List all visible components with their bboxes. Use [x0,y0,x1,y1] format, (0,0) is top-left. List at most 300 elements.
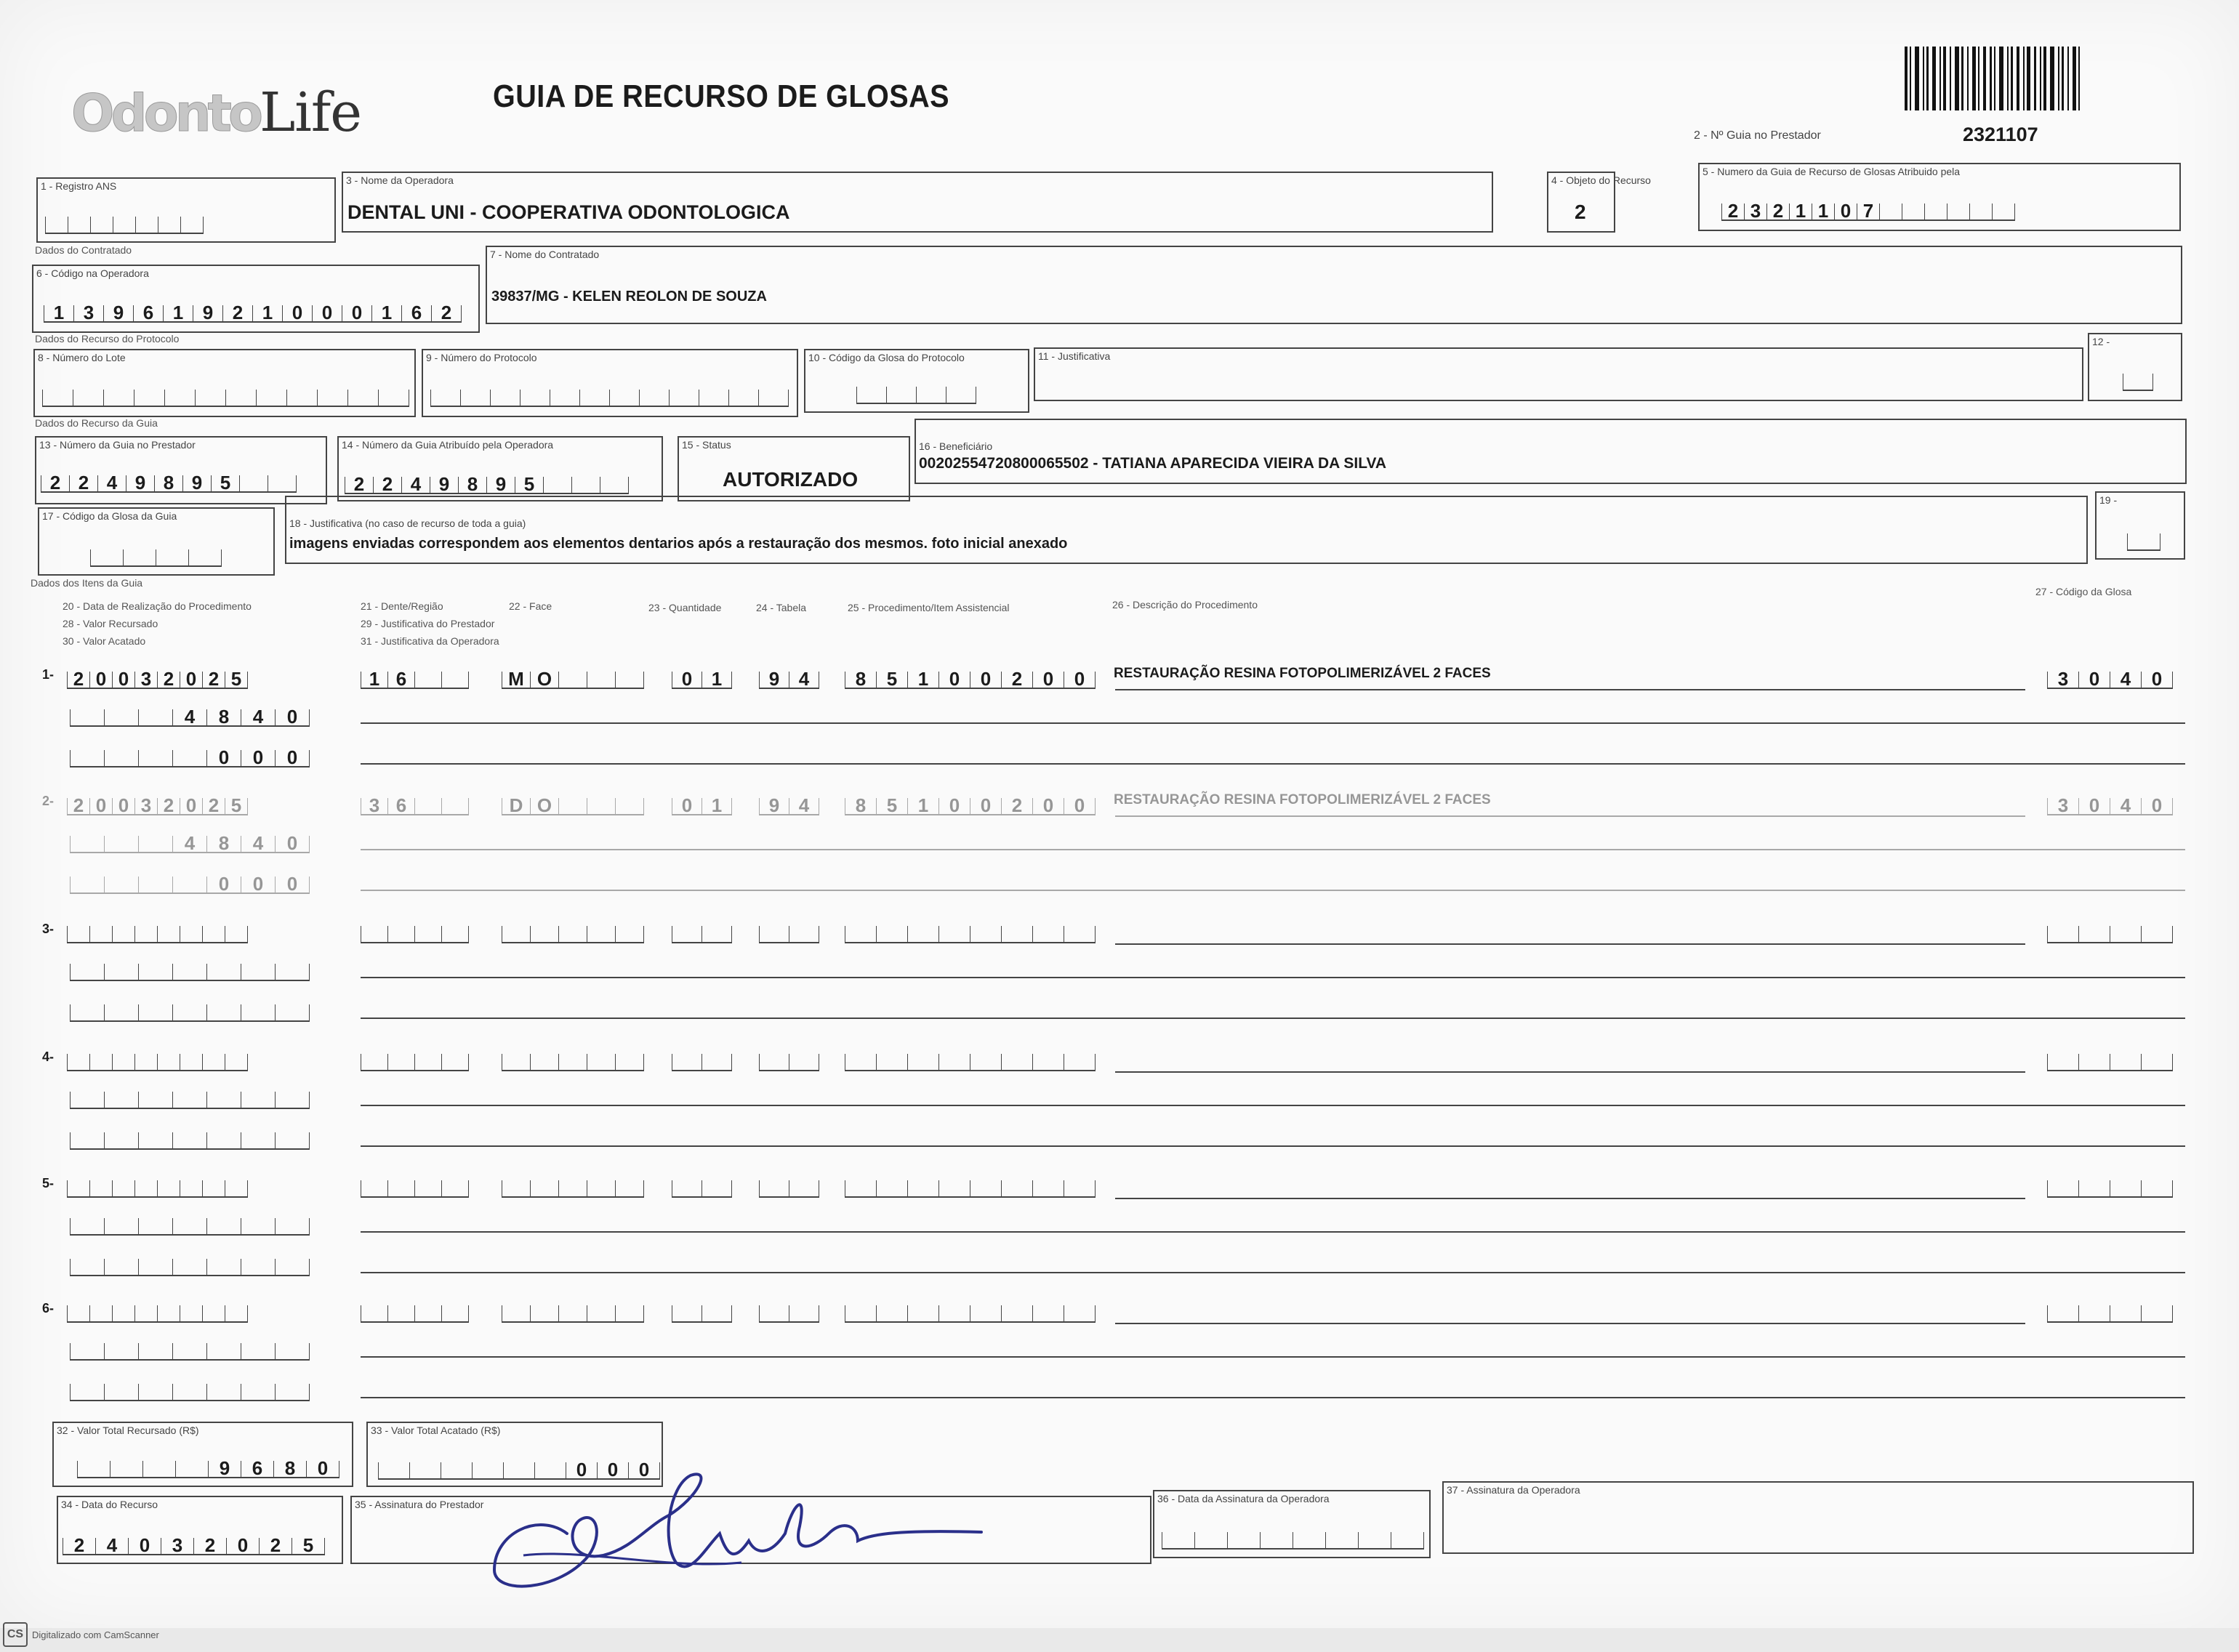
digit-cell [1064,1305,1096,1321]
item-tabela[interactable] [759,1297,819,1323]
digit-cell [1359,1532,1391,1548]
justificativa-guia-box[interactable] [285,496,2088,564]
digit-cell [2110,1305,2142,1321]
digit-cell [139,1259,173,1275]
digit-cell [939,1180,970,1196]
digit-cell [970,926,1002,942]
registro-ans-box[interactable] [36,177,336,243]
item-valor-recursado[interactable] [70,701,310,727]
digit-cell [610,390,640,406]
digit-cell [241,1384,276,1400]
item-tabela[interactable] [759,789,819,815]
digit-cell: 1 [1812,204,1835,219]
item-codigo-glosa[interactable] [2047,917,2173,943]
digit-cell [241,1132,276,1148]
col-25-label: 25 - Procedimento/Item Assistencial [848,602,1010,613]
barcode-bar [1943,47,1946,110]
barcode-bar [2067,47,2069,110]
digit-cell: 1 [164,305,193,321]
digit-cell [70,877,105,893]
item-data-realizacao[interactable] [67,1045,248,1071]
digit-cell: 5 [292,1538,325,1554]
digit-cell [1970,204,1993,219]
digit-cell: 2 [1721,204,1745,219]
digit-cell: 0 [970,672,1002,688]
digit-cell [1993,204,2015,219]
digit-cell: 0 [207,877,241,893]
digit-cell [1261,1532,1293,1548]
numero-lote-box[interactable] [33,349,416,417]
digit-cell [491,390,520,406]
digit-cell [1925,204,1947,219]
digit-cell: 2 [223,305,253,321]
item-tabela[interactable] [759,663,819,689]
item-quantidade[interactable] [672,1172,732,1198]
barcode-bar [1955,47,1959,110]
digit-cell: O [531,672,559,688]
item-dente-regiao[interactable] [361,1297,469,1323]
digit-cell [203,926,225,942]
item-valor-recursado[interactable] [70,1334,310,1361]
digit-cell [276,1343,310,1359]
item-face[interactable] [502,1045,644,1071]
digit-cell: 5 [212,475,240,491]
item-justificativa-operadora-line [361,890,2185,891]
digit-cell [77,1461,110,1477]
digit-cell [45,217,68,233]
digit-cell [139,1092,173,1108]
digit-cell [68,217,91,233]
nome-contratado-value: 39837/MG - KELEN REOLON DE SOUZA [491,289,767,305]
digit-cell [442,1305,469,1321]
digit-cell: 8 [207,709,241,725]
item-justificativa-operadora-line [361,1272,2185,1273]
item-valor-recursado[interactable] [70,1209,310,1236]
col-21-label: 21 - Dente/Região [361,600,443,612]
item-face[interactable] [502,789,644,815]
digit-cell: 0 [241,750,276,766]
digit-cell [672,1054,702,1070]
digit-cell: M [502,672,531,688]
digit-cell: 4 [789,798,819,814]
digit-cell: 0 [970,798,1002,814]
section-contratado: Dados do Contratado [35,244,132,256]
digit-cell [502,926,531,942]
digit-cell [42,390,73,406]
barcode-bar [1923,47,1924,110]
digit-cell: 0 [313,305,342,321]
digit-cell [415,1305,442,1321]
barcode-bar [2050,47,2054,110]
barcode-bar [1939,47,1941,110]
item-codigo-glosa[interactable] [2047,1172,2173,1198]
item-data-realizacao[interactable] [67,917,248,943]
item-justificativa-prestador-line [361,1105,2185,1106]
field-19-box[interactable] [2095,491,2185,560]
operadora-box[interactable] [342,172,1493,233]
assinatura-operadora-label: 37 - Assinatura da Operadora [1447,1484,1580,1496]
digit-cell [276,1132,310,1148]
barcode-bar [1926,47,1929,110]
digit-cell [136,217,158,233]
item-codigo-glosa[interactable] [2047,663,2173,689]
num-operadora-box[interactable] [337,436,663,501]
item-descricao-line [1115,1071,2025,1073]
digit-cell [520,390,550,406]
item-procedimento[interactable] [845,663,1096,689]
section-guia: Dados do Recurso da Guia [35,417,158,429]
item-valor-acatado[interactable] [70,1124,310,1150]
digit-cell [104,390,134,406]
data-recurso-digits [63,1529,325,1555]
item-justificativa-prestador-line [361,722,2185,724]
digit-cell [845,926,877,942]
digit-cell [207,1132,241,1148]
digit-cell [2123,374,2153,390]
digit-cell [2110,926,2142,942]
digit-cell [2142,1054,2173,1070]
item-valor-acatado[interactable] [70,996,310,1022]
digit-cell [587,1305,616,1321]
digit-cell: 0 [342,305,372,321]
digit-cell [105,1218,139,1234]
assinatura-operadora-box[interactable] [1442,1481,2194,1554]
barcode-bar [1932,47,1936,110]
item-face[interactable] [502,917,644,943]
digit-cell [388,1180,415,1196]
item-justificativa-operadora-line [361,763,2185,765]
digit-cell [1033,926,1064,942]
digit-cell: 9 [759,672,789,688]
item-valor-recursado[interactable] [70,827,310,853]
camscanner-watermark [3,1622,159,1647]
item-data-realizacao[interactable] [67,663,248,689]
digit-cell: 1 [702,798,732,814]
item-valor-acatado[interactable] [70,1250,310,1276]
digit-cell: 9 [193,305,223,321]
digit-cell: 6 [134,305,164,321]
item-procedimento[interactable] [845,1297,1096,1323]
digit-cell [90,549,124,565]
digit-cell [180,926,203,942]
registro-ans-label: 1 - Registro ANS [41,180,117,192]
digit-cell [165,390,196,406]
digit-cell [207,1259,241,1275]
item-valor-acatado[interactable] [70,741,310,767]
field-19-label: 19 - [2099,494,2118,506]
digit-cell: 9 [126,475,155,491]
data-recurso-box[interactable] [57,1496,343,1564]
digit-cell [970,1180,1002,1196]
digit-cell [702,1054,732,1070]
beneficiario-box[interactable] [915,419,2187,484]
digit-cell [189,549,222,565]
glosa-guia-box[interactable] [38,507,275,576]
digit-cell [430,390,461,406]
digit-cell: 0 [939,798,970,814]
digit-cell: 3 [361,798,388,814]
data-assinatura-operadora-digits [1162,1523,1424,1550]
digit-cell [70,1343,105,1359]
item-row-number: 1- [42,667,55,682]
digit-cell [70,750,105,766]
item-valor-acatado[interactable] [70,868,310,894]
item-quantidade[interactable] [672,663,732,689]
digit-cell [1391,1532,1424,1548]
digit-cell: 0 [1033,798,1064,814]
barcode-bar [2023,47,2025,110]
digit-cell: 1 [908,672,939,688]
digit-cell: 9 [430,477,459,493]
digit-cell [1033,1180,1064,1196]
digit-cell [559,926,587,942]
digit-cell [1326,1532,1359,1548]
field-12-box[interactable] [2088,333,2182,401]
numero-guia-recurso-box[interactable] [1698,163,2181,231]
digit-cell [917,387,946,403]
digit-cell [789,926,819,942]
digit-cell [173,1218,207,1234]
valor-total-recursado-digits [77,1452,339,1478]
digit-cell: 0 [2079,672,2110,688]
assinatura-prestador-label: 35 - Assinatura do Prestador [355,1499,484,1510]
digit-cell: 9 [104,305,134,321]
digit-cell [887,387,917,403]
digit-cell [173,964,207,980]
digit-cell [67,1054,90,1070]
digit-cell [158,1180,180,1196]
item-quantidade[interactable] [672,789,732,815]
digit-cell [276,1384,310,1400]
digit-cell [2079,1305,2110,1321]
digit-cell: 0 [1064,672,1096,688]
item-face[interactable] [502,1172,644,1198]
col-26-label: 26 - Descrição do Procedimento [1112,599,1258,611]
barcode-bar [1978,47,1979,110]
digit-cell [442,798,469,814]
item-dente-regiao[interactable] [361,663,469,689]
item-descricao-line [1115,1323,2025,1324]
digit-cell: 4 [98,475,126,491]
col-30-label: 30 - Valor Acatado [63,635,146,647]
num-prestador-box[interactable] [35,436,327,504]
digit-cell [2047,1305,2079,1321]
item-procedimento[interactable] [845,917,1096,943]
barcode-bar [2011,47,2013,110]
digit-cell: 3 [161,1538,194,1554]
digit-cell [531,1054,559,1070]
item-data-realizacao[interactable] [67,1172,248,1198]
glosa-protocolo-box[interactable] [804,349,1029,413]
codigo-operadora-box[interactable] [32,265,480,333]
item-quantidade[interactable] [672,1045,732,1071]
item-dente-regiao[interactable] [361,789,469,815]
item-codigo-glosa[interactable] [2047,789,2173,815]
digit-cell [105,1384,139,1400]
col-24-label: 24 - Tabela [756,602,807,613]
digit-cell [1947,204,1970,219]
digit-cell [946,387,976,403]
item-codigo-glosa[interactable] [2047,1297,2173,1323]
digit-cell: 2 [1002,798,1033,814]
item-quantidade[interactable] [672,1297,732,1323]
valor-total-acatado-label: 33 - Valor Total Acatado (R$) [371,1425,501,1436]
item-justificativa-operadora-line [361,1018,2185,1019]
digit-cell [702,926,732,942]
digit-cell [105,750,139,766]
item-valor-acatado[interactable] [70,1375,310,1401]
col-29-label: 29 - Justificativa do Prestador [361,618,495,629]
item-codigo-glosa[interactable] [2047,1045,2173,1071]
digit-cell [1162,1532,1195,1548]
digit-cell [378,1462,410,1478]
digit-cell: 2 [345,477,374,493]
item-dente-regiao[interactable] [361,1045,469,1071]
status-box[interactable] [678,436,910,501]
digit-cell [2127,533,2160,549]
item-tabela[interactable] [759,1045,819,1071]
numero-protocolo-box[interactable] [422,349,798,417]
item-dente-regiao[interactable] [361,1172,469,1198]
beneficiario-label: 16 - Beneficiário [919,440,993,452]
item-quantidade[interactable] [672,917,732,943]
digit-cell [180,1305,203,1321]
digit-cell [2142,926,2173,942]
item-dente-regiao[interactable] [361,917,469,943]
digit-cell: 4 [789,672,819,688]
glosa-guia-label: 17 - Código da Glosa da Guia [42,510,177,522]
digit-cell [173,750,207,766]
digit-cell [203,1054,225,1070]
digit-cell: 0 [276,877,310,893]
item-valor-recursado[interactable] [70,955,310,981]
col-20-label: 20 - Data de Realização do Procedimento [63,600,252,612]
digit-cell [70,1004,105,1020]
digit-cell [1064,1180,1096,1196]
digit-cell [587,798,616,814]
digit-cell [415,798,442,814]
justificativa-protocolo-box[interactable] [1034,347,2083,401]
digit-cell: 2 [203,672,225,688]
digit-cell: 1 [908,798,939,814]
item-procedimento[interactable] [845,789,1096,815]
digit-cell [70,1092,105,1108]
digit-cell [276,1218,310,1234]
item-tabela[interactable] [759,1172,819,1198]
item-procedimento[interactable] [845,1045,1096,1071]
digit-cell [113,926,135,942]
digit-cell [531,1180,559,1196]
barcode-bar [2043,47,2046,110]
digit-cell: 3 [74,305,104,321]
nome-contratado-box[interactable] [486,246,2182,324]
digit-cell: 2 [158,672,180,688]
item-face[interactable] [502,1297,644,1323]
item-data-realizacao[interactable] [67,1297,248,1323]
digit-cell [105,964,139,980]
item-procedimento[interactable] [845,1172,1096,1198]
digit-cell [67,1180,90,1196]
guia-prestador-value: 2321107 [1963,124,2038,145]
digit-cell [442,1180,469,1196]
digit-cell [105,877,139,893]
valor-total-recursado-box[interactable] [52,1422,353,1487]
digit-cell [702,1180,732,1196]
digit-cell [415,1180,442,1196]
digit-cell [105,1004,139,1020]
digit-cell [139,1132,173,1148]
num-prestador-digits [41,467,297,493]
digit-cell [225,1305,248,1321]
digit-cell [2110,1054,2142,1070]
digit-cell [276,964,310,980]
digit-cell [1064,926,1096,942]
digit-cell [388,1305,415,1321]
digit-cell: 3 [1745,204,1767,219]
digit-cell [158,1305,180,1321]
digit-cell [502,1054,531,1070]
digit-cell [90,926,113,942]
item-descricao: RESTAURAÇÃO RESINA FOTOPOLIMERIZÁVEL 2 FACES [1114,792,1491,807]
digit-cell [287,390,318,406]
digit-cell: 4 [402,477,430,493]
digit-cell [1033,1305,1064,1321]
digit-cell: 0 [939,672,970,688]
digit-cell [2142,1305,2173,1321]
digit-cell: 3 [2047,672,2079,688]
digit-cell [173,1259,207,1275]
digit-cell: 0 [1033,672,1064,688]
digit-cell [1033,1054,1064,1070]
item-data-realizacao[interactable] [67,789,248,815]
digit-cell [181,217,204,233]
digit-cell [67,926,90,942]
digit-cell [203,1305,225,1321]
digit-cell [156,549,189,565]
nome-contratado-label: 7 - Nome do Contratado [490,249,600,260]
digit-cell [241,1004,276,1020]
item-row-number: 4- [42,1049,55,1064]
digit-cell [139,877,173,893]
digit-cell [531,1305,559,1321]
digit-cell: 9 [487,477,515,493]
item-tabela[interactable] [759,917,819,943]
digit-cell [225,1180,248,1196]
digit-cell [531,926,559,942]
objeto-recurso-box[interactable] [1547,172,1651,233]
digit-cell [207,1004,241,1020]
valor-total-recursado-label: 32 - Valor Total Recursado (R$) [57,1425,199,1436]
item-face[interactable] [502,663,644,689]
barcode-bar [2027,47,2030,110]
digit-cell: 4 [2110,672,2142,688]
digit-cell: 4 [173,836,207,852]
section-itens: Dados dos Itens da Guia [31,577,143,589]
digit-cell [180,1054,203,1070]
digit-cell [70,1218,105,1234]
digit-cell: 2 [260,1538,292,1554]
digit-cell [616,1305,644,1321]
camscanner-text: Digitalizado com CamScanner [32,1629,159,1640]
data-assinatura-operadora-box[interactable] [1153,1490,1431,1558]
digit-cell [90,1054,113,1070]
digit-cell [318,390,348,406]
logo-odonto-text: Odonto [71,84,260,143]
item-valor-recursado[interactable] [70,1083,310,1109]
digit-cell: 0 [129,1538,161,1554]
digit-cell: 0 [241,877,276,893]
digit-cell [1064,1054,1096,1070]
